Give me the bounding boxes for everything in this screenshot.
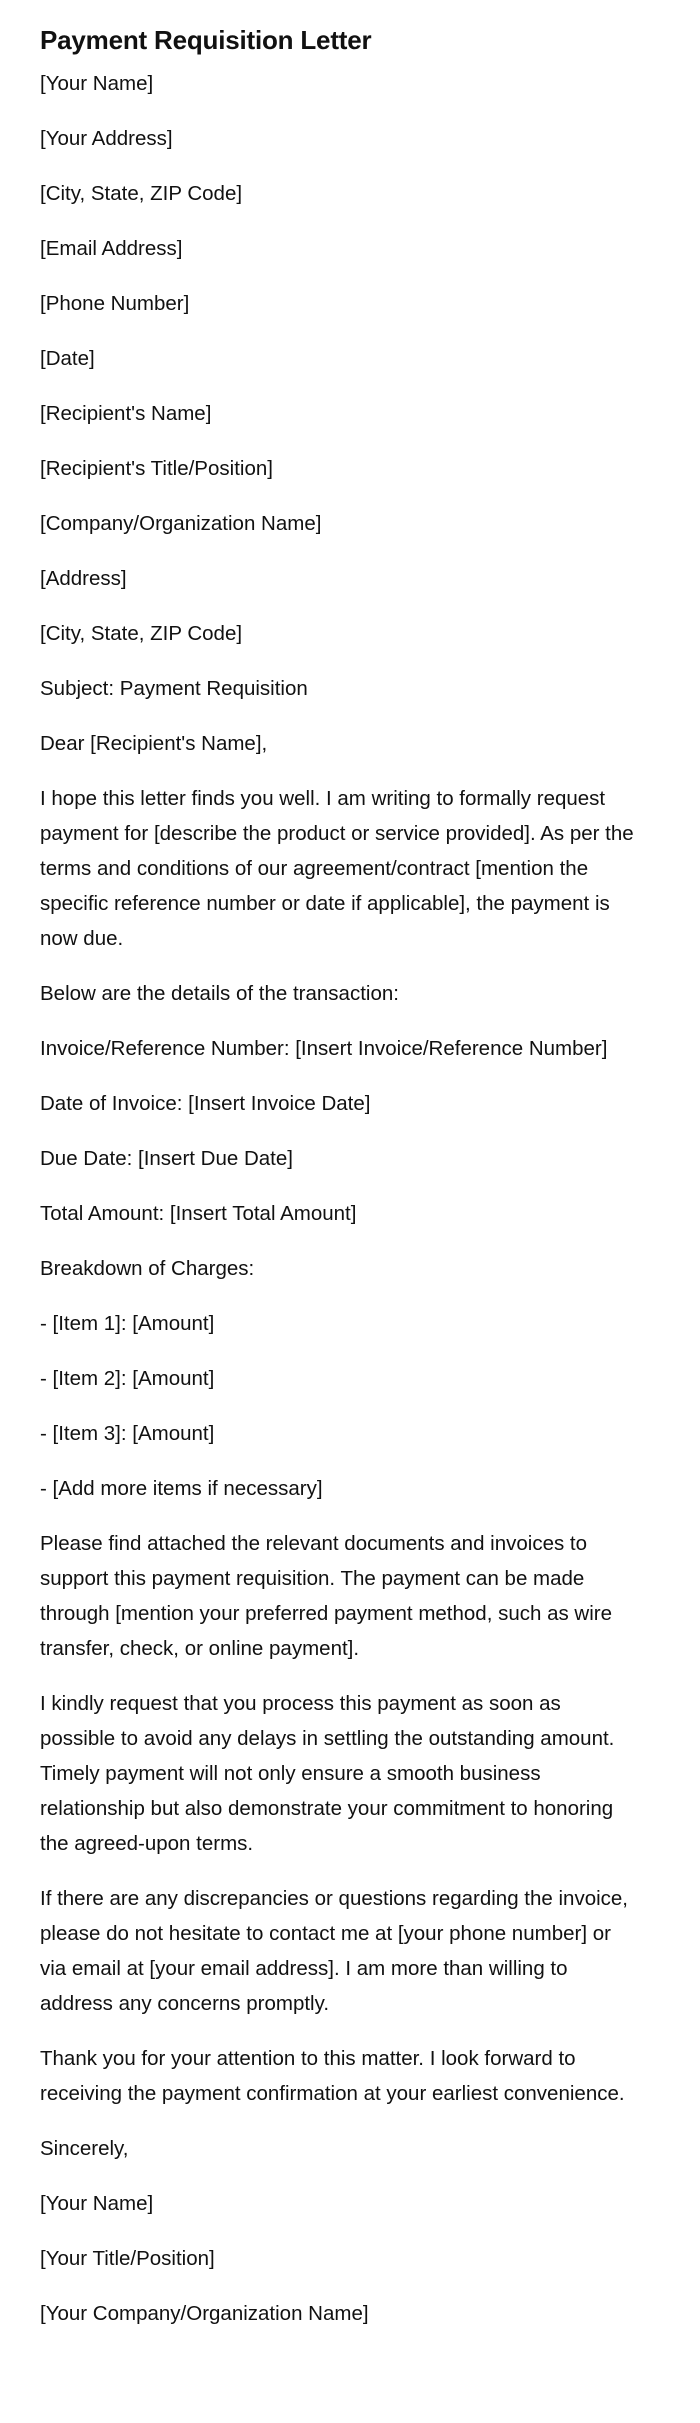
charge-item: - [Item 2]: [Amount] [40,1367,215,1390]
attachments-paragraph: Please find attached the relevant documents and invoices to support this payment requisition. The payment can be made through [mention your preferred payment method, such as wire transfer, check, or online payment]. [40,1532,613,1660]
document-title: Payment Requisition Letter [40,25,372,55]
sender-city-state-zip: [City, State, ZIP Code] [40,182,243,205]
invoice-date: Date of Invoice: [Insert Invoice Date] [40,1092,371,1115]
signature-company: [Your Company/Organization Name] [40,2302,369,2325]
intro-paragraph: I hope this letter finds you well. I am writing to formally request payment for [describe the product or service provided]. As per the terms and conditions of our agreement/contract [mention the specific reference number or date if applicable], the payment is now due. [40,787,634,950]
signature-name: [Your Name] [40,2192,154,2215]
recipient-address: [Address] [40,567,127,590]
total-amount: Total Amount: [Insert Total Amount] [40,1202,357,1225]
request-paragraph: I kindly request that you process this payment as soon as possible to avoid any delays in settling the outstanding amount. Timely payment will not only ensure a smooth business relationship but also demonstrate your commitment to honoring the agreed-upon terms. [40,1692,615,1855]
sender-address: [Your Address] [40,127,173,150]
sender-email: [Email Address] [40,237,183,260]
salutation: Dear [Recipient's Name], [40,732,268,755]
contact-paragraph: If there are any discrepancies or questions regarding the invoice, please do not hesitate to contact me at [your phone number] or via email at [your email address]. I am more than willing to address any concerns promptly. [40,1887,629,2015]
sender-name: [Your Name] [40,72,154,95]
signature-title: [Your Title/Position] [40,2247,215,2270]
recipient-title: [Recipient's Title/Position] [40,457,273,480]
closing: Sincerely, [40,2137,129,2160]
subject-line: Subject: Payment Requisition [40,677,308,700]
thanks-paragraph: Thank you for your attention to this matter. I look forward to receiving the payment confirmation at your earliest convenience. [40,2047,625,2105]
due-date: Due Date: [Insert Due Date] [40,1147,293,1170]
recipient-company: [Company/Organization Name] [40,512,322,535]
breakdown-heading: Breakdown of Charges: [40,1257,255,1280]
sender-phone: [Phone Number] [40,292,190,315]
recipient-name: [Recipient's Name] [40,402,212,425]
charge-item: - [Item 1]: [Amount] [40,1312,215,1335]
invoice-number: Invoice/Reference Number: [Insert Invoice/Reference Number] [40,1037,608,1060]
charge-item: - [Item 3]: [Amount] [40,1422,215,1445]
charge-item: - [Add more items if necessary] [40,1477,323,1500]
letter-document [40,24,640,2331]
recipient-city-state-zip: [City, State, ZIP Code] [40,622,243,645]
details-intro: Below are the details of the transaction: [40,982,399,1005]
letter-date: [Date] [40,347,95,370]
